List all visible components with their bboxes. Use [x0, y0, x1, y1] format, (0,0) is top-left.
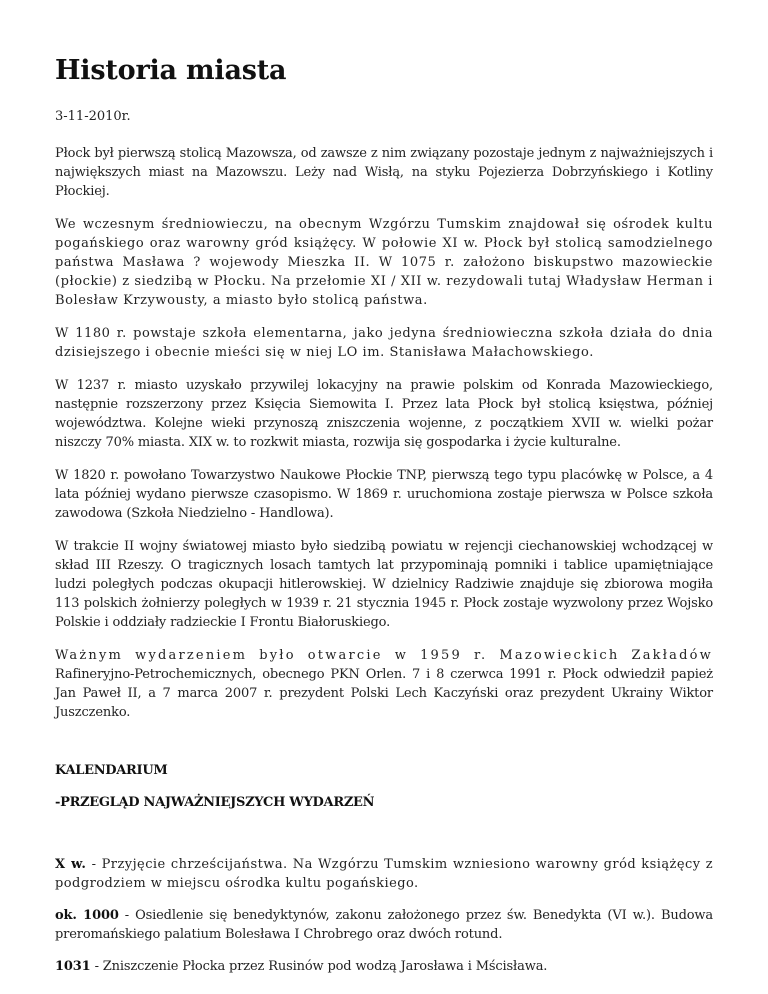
calendar-item — [55, 957, 713, 976]
paragraph-orlen-rest: Rafineryjno-Petrochemicznych, obecnego PKN Orlen. 7 i 8 czerwca 1991 r. Płock odwiedził papież Jan Paweł II, a 7 marca 2007 r. prezydent Polski Lech Kaczyński oraz prezydent Ukrainy Wiktor Juszczenko. — [55, 667, 713, 720]
paragraph-middle-ages: We wczesnym średniowieczu, na obecnym Wzgórzu Tumskim znajdował się ośrodek kultu pogańskiego oraz warowny gród książęcy. W połowie XI w. Płock był stolicą samodzielnego państwa Masława ? wojewody Mieszka II. W 1075 r. założono biskupstwo mazowieckie (płockie) z siedzibą w Płocku. Na przełomie XI / XII w. rezydowali tutaj Władysław Herman i Bolesław Krzywousty, a miasto było stolicą państwa. — [55, 217, 713, 308]
calendar-item-text: - Osiedlenie się benedyktynów, zakonu założonego przez św. Benedykta (VI w.). Budowa preromańskiego palatium Bolesława I Chrobrego oraz dwóch rotund. — [55, 908, 713, 942]
calendar-subheading: -PRZEGLĄD NAJWAŻNIEJSZYCH WYDARZEŃ — [55, 795, 375, 810]
paragraph-ww2: W trakcie II wojny światowej miasto było siedzibą powiatu w rejencji ciechanowskiej wchodzącej w skład III Rzeszy. O tragicznych losach tamtych lat przypominają pomniki i tablice upamiętniające ludzi poległych podczas okupacji hitlerowskiej. W dzielnicy Radziwie znajduje się zbiorowa mogiła 113 polskich żołnierzy poległych w 1939 r. 21 stycznia 1945 r. Płock zostaje wyzwolony przez Wojsko Polskie i oddziały radzieckie I Frontu Białoruskiego. — [55, 539, 713, 630]
calendar-item — [55, 906, 713, 944]
page-title: Historia miasta — [55, 55, 287, 86]
paragraph-intro: Płock był pierwszą stolicą Mazowsza, od zawsze z nim związany pozostaje jednym z najważniejszych i największych miast na Mazowszu. Leży nad Wisłą, na styku Pojezierza Dobrzyńskiego i Kotliny Płockiej. — [55, 146, 713, 199]
calendar-item — [55, 855, 713, 893]
paragraph-school-1180: W 1180 r. powstaje szkoła elementarna, jako jedyna średniowieczna szkoła działa do dnia dzisiejszego i obecnie mieści się w niej LO im. Stanisława Małachowskiego. — [55, 326, 713, 360]
calendar-item-date: 1031 — [55, 959, 91, 974]
calendar-heading: KALENDARIUM — [55, 763, 168, 778]
paragraph-charter-1237: W 1237 r. miasto uzyskało przywilej lokacyjny na prawie polskim od Konrada Mazowieckiego, następnie rozszerzony przez Księcia Siemowita I. Przez lata Płock był stolicą księstwa, później województwa. Kolejne wieki przynoszą zniszczenia wojenne, z początkiem XVII w. wielki pożar niszczy 70% miasta. XIX w. to rozkwit miasta, rozwija się gospodarka i życie kulturalne. — [55, 378, 713, 450]
calendar-item-date: ok. 1000 — [55, 908, 119, 923]
calendar-item-date: X w. — [55, 857, 87, 872]
paragraph-orlen-first-line: Ważnym wydarzeniem było otwarcie w 1959 r. Mazowieckich Zakładów — [55, 648, 713, 663]
calendar-item-text: - Przyjęcie chrześcijaństwa. Na Wzgórzu Tumskim wzniesiono warowny gród książęcy z podgrodziem w miejscu ośrodka kultu pogańskiego. — [55, 857, 714, 891]
paragraph-orlen — [55, 646, 713, 722]
calendar-item-text: - Zniszczenie Płocka przez Rusinów pod wodzą Jarosława i Mścisława. — [90, 959, 548, 974]
calendar-list — [55, 855, 713, 976]
paragraph-tnp-1820: W 1820 r. powołano Towarzystwo Naukowe Płockie TNP, pierwszą tego typu placówkę w Polsce, a 4 lata później wydano pierwsze czasopismo. W 1869 r. uruchomiona zostaje pierwsza w Polsce szkoła zawodowa (Szkoła Niedzielno - Handlowa). — [55, 468, 713, 521]
publication-date: 3-11-2010r. — [55, 109, 131, 124]
